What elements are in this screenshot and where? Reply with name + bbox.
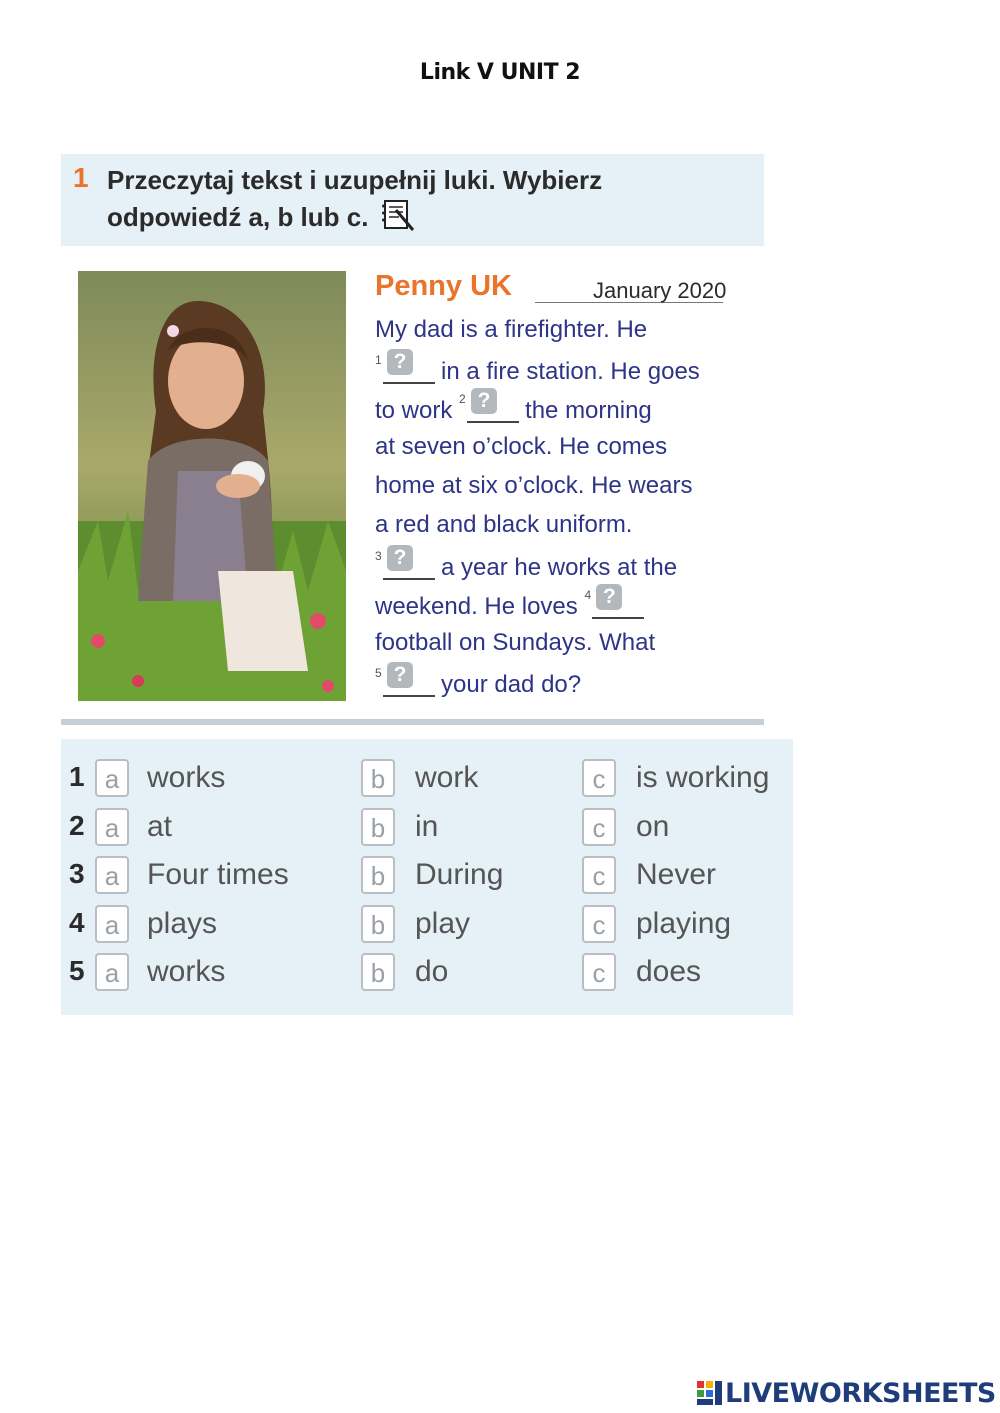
option-letter-a[interactable]: a xyxy=(95,759,129,797)
article-text: a red and black uniform. xyxy=(375,511,633,538)
option-row xyxy=(61,808,793,848)
article-line xyxy=(375,629,655,657)
option-letter-b[interactable]: b xyxy=(361,856,395,894)
question-mark-icon: ? xyxy=(387,662,413,688)
girl-in-meadow-photo xyxy=(78,271,346,701)
divider xyxy=(61,719,764,725)
article-line xyxy=(375,511,632,539)
article-text: football on Sundays. What xyxy=(375,629,656,656)
article-line xyxy=(375,316,647,344)
option-a-text[interactable]: works xyxy=(147,761,226,794)
article-text: to work xyxy=(375,397,453,424)
gap-number: 3 xyxy=(375,549,382,563)
question-mark-icon: ? xyxy=(387,545,413,571)
article-text: weekend. He loves xyxy=(375,593,578,620)
option-b-text[interactable]: During xyxy=(415,858,504,891)
option-b-text[interactable]: play xyxy=(415,907,471,940)
question-mark-icon: ? xyxy=(596,584,622,610)
option-letter-b[interactable]: b xyxy=(361,953,395,991)
article-text: at seven o’clock. He comes xyxy=(375,433,668,460)
option-a-text[interactable]: at xyxy=(147,810,173,843)
article-text: My dad is a firefighter. He xyxy=(375,316,648,343)
gap-5[interactable] xyxy=(375,663,435,694)
option-row xyxy=(61,905,793,945)
instruction-line-2: odpowiedź a, b lub c. xyxy=(107,202,369,232)
article-line xyxy=(375,389,652,425)
option-letter-a[interactable]: a xyxy=(95,808,129,846)
option-row xyxy=(61,759,793,799)
task-instruction-box xyxy=(61,154,764,246)
question-mark-icon: ? xyxy=(471,388,497,414)
question-mark-icon: ? xyxy=(387,349,413,375)
gap-underline xyxy=(383,578,435,580)
article-text: home at six o’clock. He wears xyxy=(375,472,693,499)
article-line xyxy=(375,472,692,500)
article xyxy=(375,268,755,698)
page-title: Link V UNIT 2 xyxy=(419,60,581,85)
liveworksheets-logo-icon xyxy=(697,1381,723,1405)
task-instruction xyxy=(107,162,707,235)
option-letter-c[interactable]: c xyxy=(582,953,616,991)
liveworksheets-logo xyxy=(697,1378,996,1408)
gap-underline xyxy=(467,421,519,423)
option-letter-a[interactable]: a xyxy=(95,953,129,991)
option-row xyxy=(61,856,793,896)
instruction-line-1: Przeczytaj tekst i uzupełnij luki. Wybierz xyxy=(107,165,603,195)
gap-number: 5 xyxy=(375,666,382,680)
article-text: in a fire station. He goes xyxy=(441,358,700,385)
option-c-text[interactable]: on xyxy=(636,810,670,843)
gap-underline xyxy=(592,617,644,619)
option-c-text[interactable]: is working xyxy=(636,761,770,794)
gap-4[interactable] xyxy=(584,585,644,616)
gap-number: 4 xyxy=(584,588,592,602)
article-text: the morning xyxy=(525,397,652,424)
option-c-text[interactable]: does xyxy=(636,955,702,988)
article-author: Penny UK xyxy=(375,270,512,302)
article-header xyxy=(375,268,755,308)
option-letter-b[interactable]: b xyxy=(361,759,395,797)
article-text: your dad do? xyxy=(441,671,582,698)
gap-underline xyxy=(383,382,435,384)
answer-options xyxy=(61,739,793,1015)
option-letter-b[interactable]: b xyxy=(361,905,395,943)
article-line xyxy=(375,585,650,621)
article-line xyxy=(375,663,582,699)
gap-1[interactable] xyxy=(375,350,435,381)
option-c-text[interactable]: playing xyxy=(636,907,732,940)
gap-number: 1 xyxy=(375,353,382,367)
gap-number: 2 xyxy=(459,392,466,406)
option-letter-a[interactable]: a xyxy=(95,856,129,894)
option-b-text[interactable]: in xyxy=(415,810,439,843)
task-number: 1 xyxy=(73,162,89,193)
option-letter-c[interactable]: c xyxy=(582,856,616,894)
option-a-text[interactable]: works xyxy=(147,955,226,988)
gap-underline xyxy=(383,695,435,697)
article-line xyxy=(375,546,678,582)
article-date: January 2020 xyxy=(593,278,727,303)
question-number: 5 xyxy=(69,955,85,986)
option-b-text[interactable]: work xyxy=(415,761,479,794)
option-letter-b[interactable]: b xyxy=(361,808,395,846)
question-number: 1 xyxy=(69,761,85,792)
question-number: 2 xyxy=(69,810,85,841)
option-a-text[interactable]: Four times xyxy=(147,858,289,891)
article-text: a year he works at the xyxy=(441,554,678,581)
option-a-text[interactable]: plays xyxy=(147,907,218,940)
option-b-text[interactable]: do xyxy=(415,955,449,988)
article-line xyxy=(375,350,700,386)
question-number: 4 xyxy=(69,907,85,938)
pencil-notebook-icon xyxy=(382,198,416,232)
gap-3[interactable] xyxy=(375,546,435,577)
liveworksheets-brand: LIVEWORKSHEETS xyxy=(725,1378,996,1409)
option-letter-c[interactable]: c xyxy=(582,759,616,797)
option-letter-c[interactable]: c xyxy=(582,905,616,943)
option-letter-c[interactable]: c xyxy=(582,808,616,846)
option-letter-a[interactable]: a xyxy=(95,905,129,943)
option-c-text[interactable]: Never xyxy=(636,858,717,891)
question-number: 3 xyxy=(69,858,85,889)
instruction-line-2-wrap xyxy=(107,198,707,235)
option-row xyxy=(61,953,793,993)
gap-2[interactable] xyxy=(459,389,519,420)
article-line xyxy=(375,433,667,461)
